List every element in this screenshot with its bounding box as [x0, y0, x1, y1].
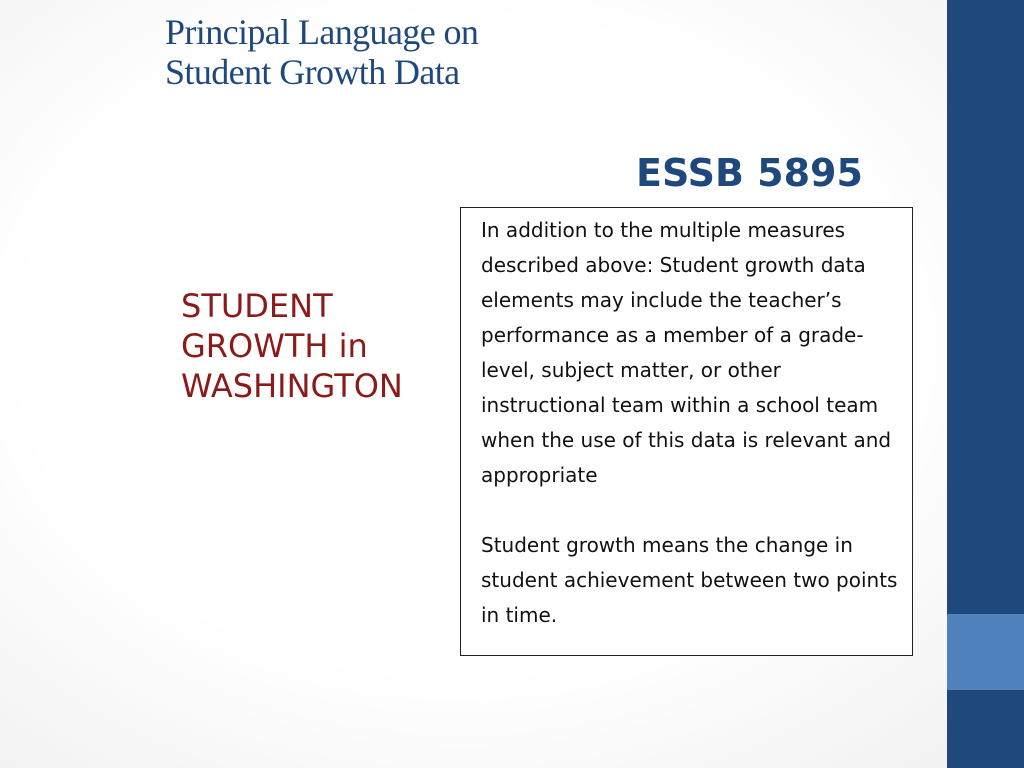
student-growth-label — [181, 286, 461, 406]
label-line-1: STUDENT — [181, 287, 333, 325]
bill-heading: ESSB 5895 — [636, 151, 863, 195]
title-line-2: Student Growth Data — [165, 52, 460, 92]
title-line-1: Principal Language on — [165, 12, 479, 52]
slide-title — [165, 12, 765, 92]
label-line-3: WASHINGTON — [181, 367, 403, 405]
box-paragraph-2: Student growth means the change in student achievement between two points in time. — [481, 533, 898, 627]
right-side-bar-accent — [947, 614, 1024, 690]
box-paragraph-1: In addition to the multiple measures described above: Student growth data elements may include the teacher’s performance as a member of a grade-level, subject matter, or other instructional team within a school team when the use of this data is relevant and appropriate — [481, 218, 892, 487]
label-line-2: GROWTH in — [181, 327, 368, 365]
definition-text-box — [460, 207, 913, 656]
